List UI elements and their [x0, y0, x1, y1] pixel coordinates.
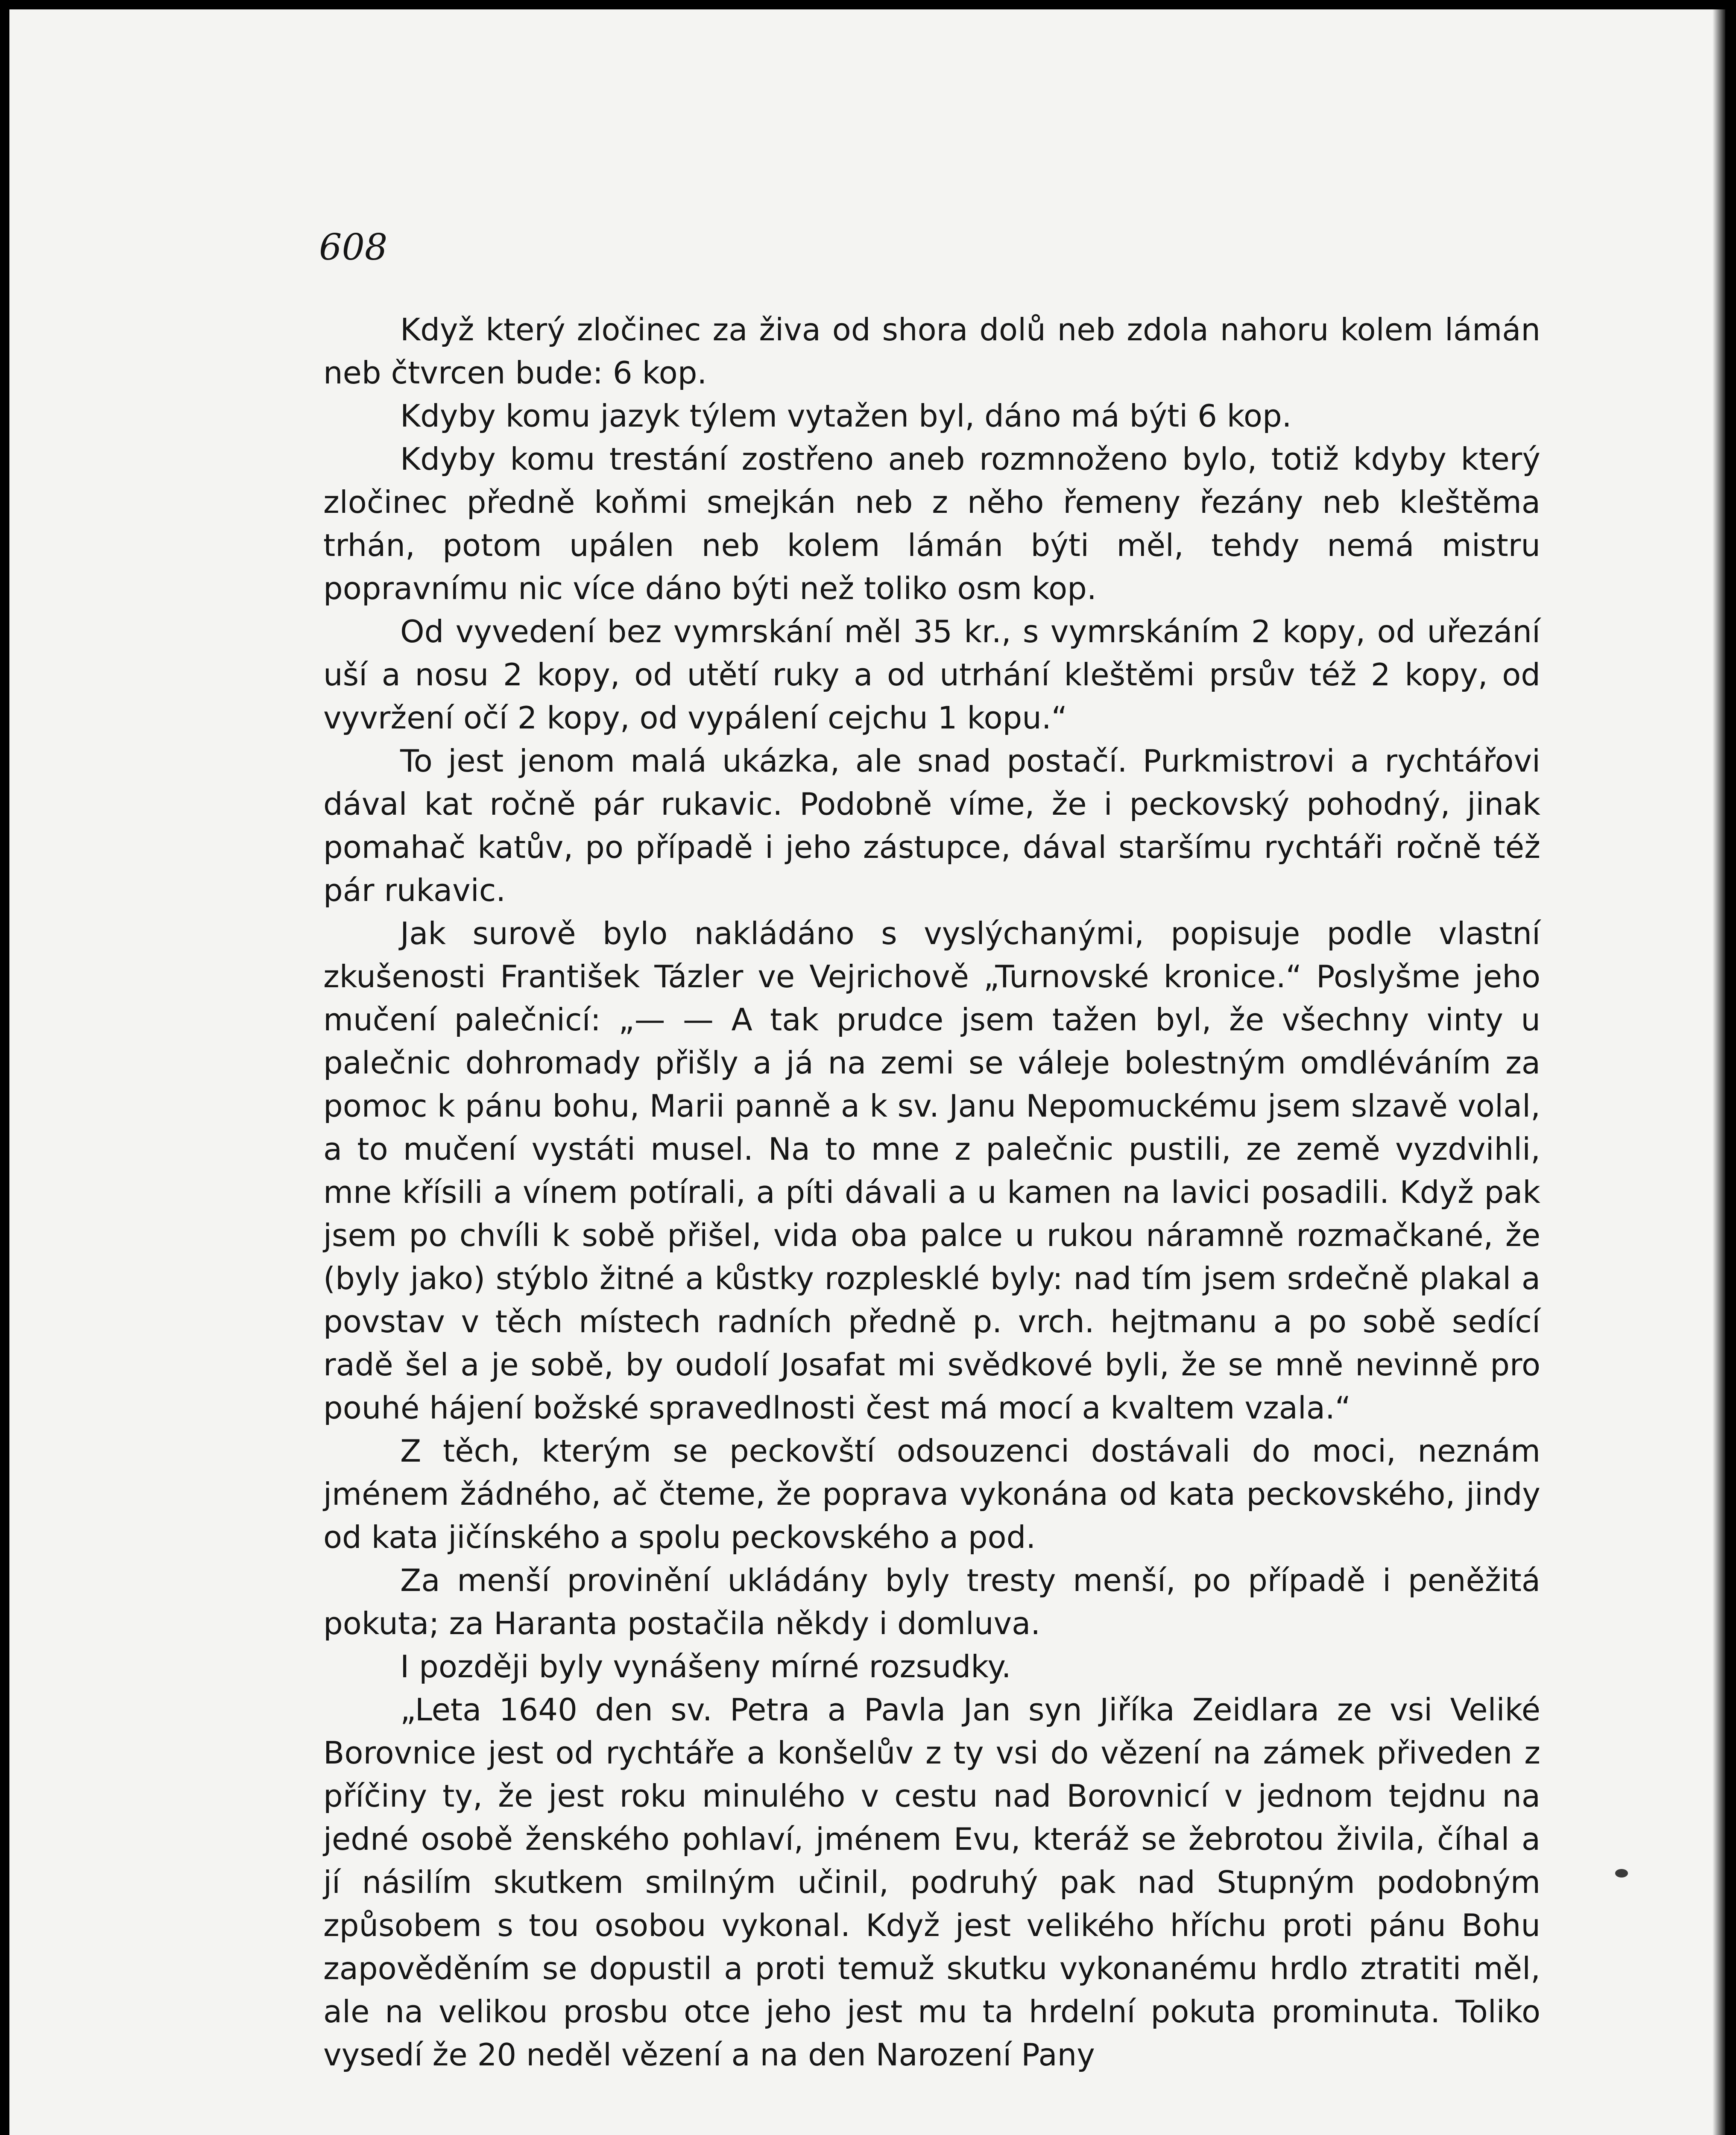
paragraph: I později byly vynášeny mírné rozsudky. — [400, 1649, 1011, 1685]
paragraph: Kdyby komu trestání zostřeno aneb rozmnoženo bylo, totiž kdyby který zločinec předně koňmi smejkán neb z něho řemeny řezány neb kleštěma trhán, potom upálen neb kolem lámán býti měl, tehdy nemá mistru popravnímu nic více dáno býti než toliko osm kop. — [323, 441, 1540, 606]
document-page — [9, 9, 1725, 2135]
body-text — [323, 308, 1540, 2077]
page-number: 608 — [319, 226, 388, 268]
paragraph: Od vyvedení bez vymrskání měl 35 kr., s vymrskáním 2 kopy, od uřezání uší a nosu 2 kopy, od utětí ruky a od utrhání kleštěmi prsův též 2 kopy, od vyvržení očí 2 kopy, od vypálení cejchu 1 kopu.“ — [323, 614, 1540, 736]
scan-speck — [1615, 1869, 1628, 1878]
paragraph: Jak surově bylo nakládáno s vyslýchanými, popisuje podle vlastní zkušenosti František Tázler ve Vejrichově „Turnovské kronice.“ Poslyšme jeho mučení palečnicí: „— — A tak prudce jsem tažen byl, že všechny vinty u palečnic dohromady přišly a já na zemi se váleje bolestným omdléváním za pomoc k pánu bohu, Marii panně a k sv. Janu Nepomuckému jsem slzavě volal, a to mučení vystáti musel. Na to mne z palečnic pustili, ze země vyzdvihli, mne křísili a vínem potírali, a píti dávali a u kamen na lavici posadili. Když pak jsem po chvíli k sobě přišel, vida oba palce u rukou náramně rozmačkané, že (byly jako) stýblo žitné a kůstky rozplesklé byly: nad tím jsem srdečně plakal a povstav v těch místech radních předně p. vrch. hejtmanu a po sobě sedící radě šel a je sobě, by oudolí Josafat mi svědkové byli, že se mně nevinně pro pouhé hájení božské spravedlnosti čest má mocí a kvaltem vzala.“ — [323, 915, 1540, 1426]
paragraph: Z těch, kterým se peckovští odsouzenci dostávali do moci, neznám jménem žádného, ač čteme, že poprava vykonána od kata peckovského, jindy od kata jičínského a spolu peckovského a pod. — [323, 1433, 1540, 1555]
paragraph: Když který zločinec za živa od shora dolů neb zdola nahoru kolem lámán neb čtvrcen bude: 6 kop. — [323, 312, 1540, 391]
paragraph: „Leta 1640 den sv. Petra a Pavla Jan syn Jiříka Zeidlara ze vsi Veliké Borovnice jest od rychtáře a konšelův z ty vsi do vězení na zámek přiveden z příčiny ty, že jest roku minulého v cestu nad Borovnicí v jednom tejdnu na jedné osobě ženského pohlaví, jménem Evu, kteráž se žebrotou živila, číhal a jí násilím skutkem smilným učinil, podruhý pak nad Stupným podobným způsobem s tou osobou vykonal. Když jest velikého hříchu proti pánu Bohu zapověděním se dopustil a proti temuž skutku vykonanému hrdlo ztratiti měl, ale na velikou prosbu otce jeho jest mu ta hrdelní pokuta prominuta. Toliko vysedí že 20 neděl vězení a na den Narození Pany — [323, 1692, 1540, 2073]
paragraph: To jest jenom malá ukázka, ale snad postačí. Purkmistrovi a rychtářovi dával kat ročně pár rukavic. Podobně víme, že i peckovský pohodný, jinak pomahač katův, po případě i jeho zástupce, dával staršímu rychtáři ročně též pár rukavic. — [323, 743, 1540, 908]
scan-edge-shadow — [1713, 9, 1725, 2135]
paragraph: Za menší provinění ukládány byly tresty menší, po případě i peněžitá pokuta; za Haranta postačila někdy i domluva. — [323, 1562, 1540, 1641]
paragraph: Kdyby komu jazyk týlem vytažen byl, dáno má býti 6 kop. — [400, 398, 1292, 434]
